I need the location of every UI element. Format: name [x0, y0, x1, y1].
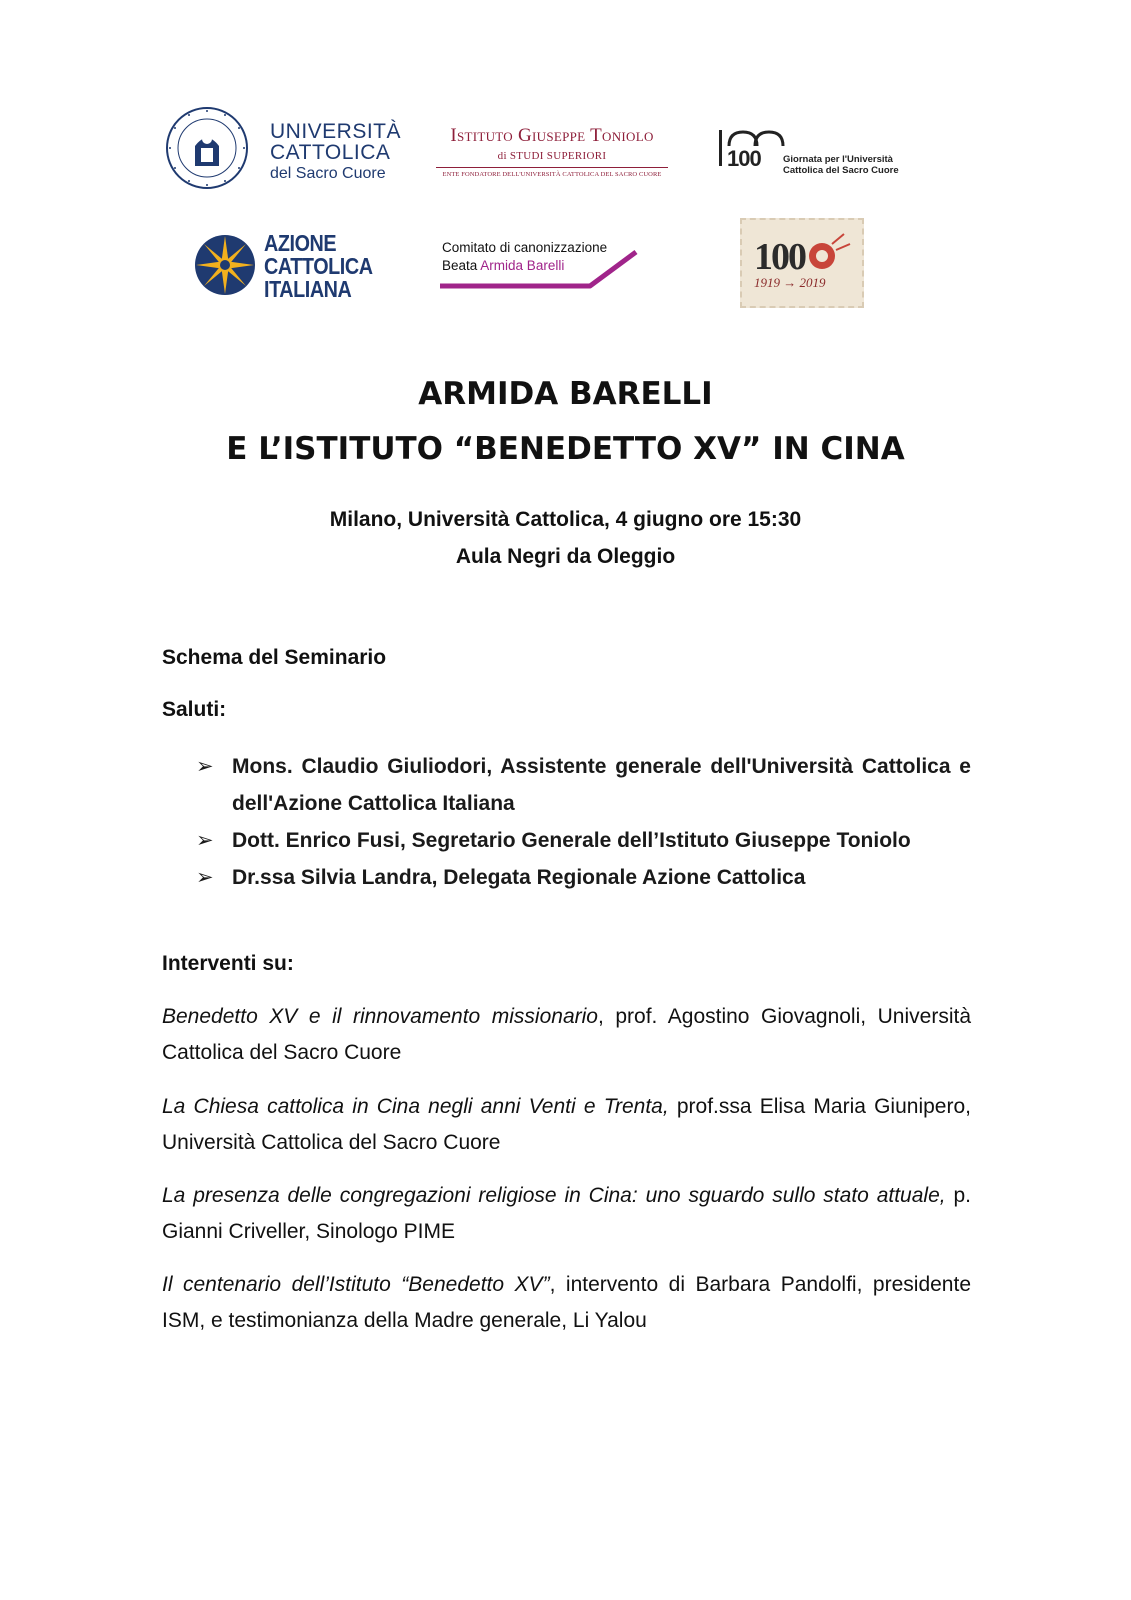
schema-heading: Schema del Seminario	[162, 646, 387, 669]
arrow-bullet-icon: ➢	[196, 829, 214, 852]
giornata-caption-line1: Giornata per l'Università	[783, 154, 893, 165]
event-room: Aula Negri da Oleggio	[455, 545, 676, 568]
giornata-caption-line2: Cattolica del Sacro Cuore	[783, 165, 899, 176]
ucsc-line2: CATTOLICA	[270, 141, 391, 164]
comitato-line2-name: Armida Barelli	[480, 258, 565, 273]
comitato-swoosh	[440, 248, 650, 294]
page-title-line2: E L’ISTITUTO “BENEDETTO XV” IN CINA	[226, 431, 905, 467]
saluti-list	[196, 748, 971, 896]
intervento-item	[162, 999, 971, 1071]
saluti-item-text: Dr.ssa Silvia Landra, Delegata Regionale Azione Cattolica	[232, 866, 806, 889]
ucsc-wordmark	[270, 121, 401, 184]
intervento-topic: La Chiesa cattolica in Cina negli anni Venti e Trenta,	[162, 1095, 669, 1118]
stamp-years: 1919 → 2019	[754, 275, 826, 290]
intervento-item	[162, 1089, 971, 1161]
saluti-item-text: Mons. Claudio Giuliodori, Assistente generale dell'Università Cattolica e dell'Azione Cattolica Italiana	[232, 755, 971, 815]
interventi-heading: Interventi su:	[162, 952, 294, 975]
comitato-line2-prefix: Beata	[442, 258, 481, 273]
aci-line1: AZIONE	[264, 230, 337, 256]
saluti-item	[196, 822, 971, 859]
event-datetime: Milano, Università Cattolica, 4 giugno ore 15:30	[329, 508, 802, 531]
intervento-topic: Il centenario dell’Istituto “Benedetto XV”	[162, 1273, 550, 1296]
giornata-100-number: 100	[727, 146, 761, 171]
arrow-bullet-icon: ➢	[196, 755, 214, 778]
giornata-caption	[783, 154, 899, 176]
toniolo-divider	[436, 167, 668, 168]
intervento-topic: La presenza delle congregazioni religiose in Cina: uno sguardo sullo stato attuale,	[162, 1184, 946, 1207]
intervento-topic: Benedetto XV e il rinnovamento missionario	[162, 1005, 598, 1028]
toniolo-logo	[436, 125, 668, 178]
aci-line3: ITALIANA	[264, 276, 352, 302]
intervento-item	[162, 1178, 971, 1250]
toniolo-line1: Istituto Giuseppe Toniolo	[450, 125, 654, 146]
toniolo-line2: di STUDI SUPERIORI	[497, 150, 607, 162]
saluti-item	[196, 748, 971, 822]
saluti-item	[196, 859, 971, 896]
intervento-speaker: , prof. Agostino Giovagnoli, Università Cattolica del Sacro Cuore	[162, 1005, 972, 1064]
saluti-item-text: Dott. Enrico Fusi, Segretario Generale dell’Istituto Giuseppe Toniolo	[232, 829, 911, 852]
ucsc-seal-logo	[165, 106, 249, 190]
intervento-speaker: p. Gianni Criveller, Sinologo PIME	[162, 1184, 971, 1243]
comitato-line1: Comitato di canonizzazione	[442, 240, 608, 255]
intervento-speaker: prof.ssa Elisa Maria Giunipero, Università Cattolica del Sacro Cuore	[162, 1095, 971, 1154]
ucsc-line3: del Sacro Cuore	[270, 165, 386, 182]
aci-line2: CATTOLICA	[264, 253, 373, 279]
aci-wordmark	[264, 232, 373, 301]
saluti-heading: Saluti:	[162, 698, 227, 721]
arrow-bullet-icon: ➢	[196, 866, 214, 889]
aci-star-icon	[194, 234, 256, 296]
intervento-speaker: , intervento di Barbara Pandolfi, presidente ISM, e testimonianza della Madre generale, Li Yalou	[162, 1273, 971, 1332]
stamp-number: 100	[754, 236, 805, 278]
page-title-line1: ARMIDA BARELLI	[418, 376, 713, 412]
intervento-item	[162, 1267, 971, 1339]
toniolo-line3: ENTE FONDATORE DELL'UNIVERSITÀ CATTOLICA DEL SACRO CUORE	[442, 171, 662, 178]
ucsc-line1: UNIVERSITÀ	[270, 120, 402, 143]
